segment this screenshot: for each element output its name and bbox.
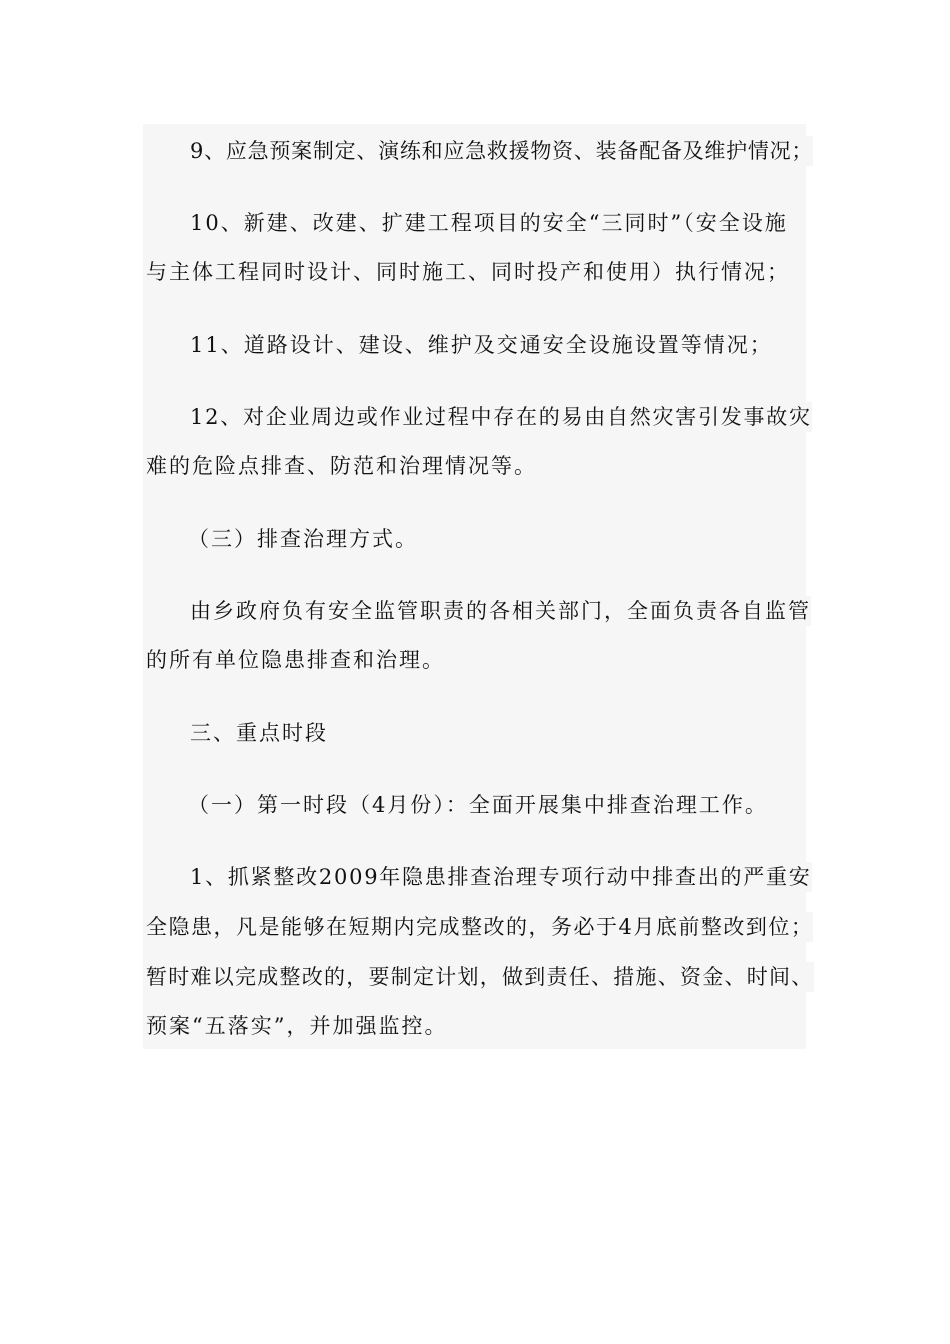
paragraph-item-9: 9、应急预案制定、演练和应急救援物资、装备配备及维护情况； — [190, 136, 813, 166]
period-heading-1: （一）第一时段（4月份）：全面开展集中排查治理工作。 — [188, 790, 768, 820]
paragraph-item-1-line-4: 预案“五落实”，并加强监控。 — [146, 1011, 447, 1041]
paragraph-item-11: 11、道路设计、建设、维护及交通安全设施设置等情况； — [190, 330, 773, 360]
chapter-heading-3: 三、重点时段 — [190, 718, 328, 748]
paragraph-responsibility-line-2: 的所有单位隐患排查和治理。 — [146, 645, 445, 675]
paragraph-item-10-line-1: 10、新建、改建、扩建工程项目的安全“三同时”（安全设施 — [190, 208, 788, 238]
paragraph-item-10-line-2: 与主体工程同时设计、同时施工、同时投产和使用）执行情况； — [146, 257, 790, 287]
paragraph-responsibility-line-1: 由乡政府负有安全监管职责的各相关部门，全面负责各自监管 — [190, 596, 811, 626]
paragraph-item-12-line-2: 难的危险点排查、防范和治理情况等。 — [146, 451, 537, 481]
paragraph-item-1-line-2: 全隐患，凡是能够在短期内完成整改的，务必于4月底前整改到位； — [146, 912, 813, 942]
paragraph-item-1-line-1: 1、抓紧整改2009年隐患排查治理专项行动中排查出的严重安 — [190, 862, 812, 892]
paragraph-item-12-line-1: 12、对企业周边或作业过程中存在的易由自然灾害引发事故灾 — [190, 402, 812, 432]
section-heading-3: （三）排查治理方式。 — [188, 524, 418, 554]
paragraph-item-1-line-3: 暂时难以完成整改的，要制定计划，做到责任、措施、资金、时间、 — [146, 962, 814, 992]
